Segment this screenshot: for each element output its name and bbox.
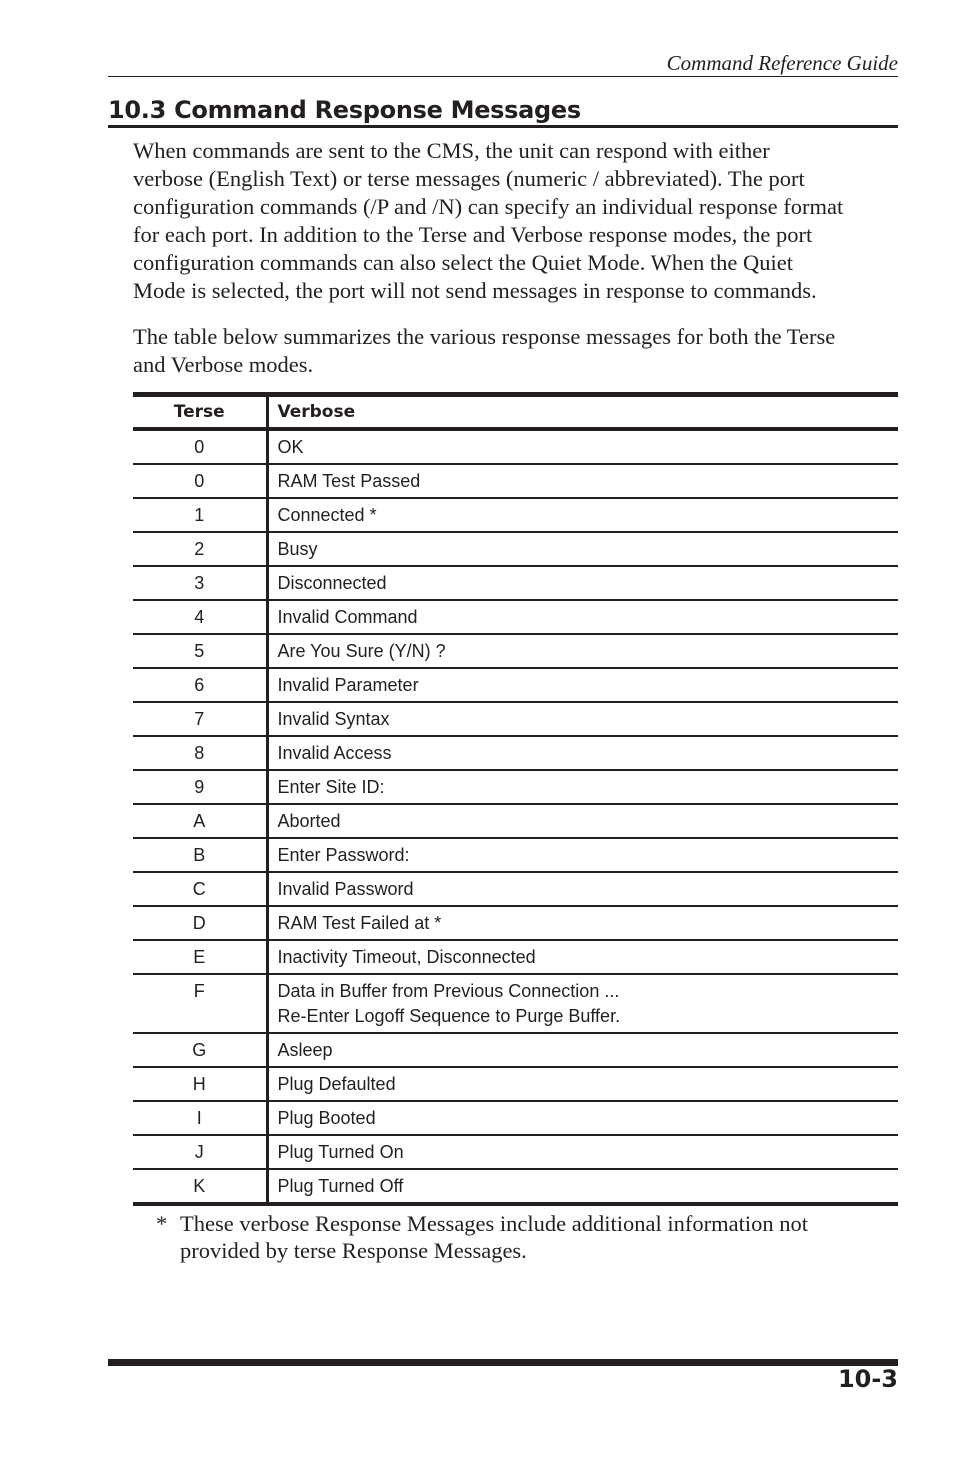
- terse-code-cell: 9: [133, 770, 267, 804]
- verbose-message-line: Busy: [277, 539, 318, 559]
- terse-code-cell: E: [133, 940, 267, 974]
- intro-paragraph-1: [133, 137, 898, 305]
- terse-code-cell: 2: [133, 532, 267, 566]
- terse-code-cell: 0: [133, 464, 267, 498]
- table-row: [133, 736, 898, 770]
- table-row: [133, 1101, 898, 1135]
- verbose-message-cell: [267, 600, 898, 634]
- footnote-line: These verbose Response Messages include additional information not: [180, 1211, 808, 1236]
- intro-line: configuration commands can also select the Quiet Mode. When the Quiet: [133, 250, 794, 275]
- running-header-title: Command Reference Guide: [666, 51, 898, 75]
- verbose-message-line: Data in Buffer from Previous Connection ...: [277, 981, 620, 1001]
- verbose-message-line: Enter Site ID:: [277, 777, 385, 797]
- verbose-message-cell: [267, 940, 898, 974]
- table-row: [133, 838, 898, 872]
- page-number: 10-3: [837, 1365, 898, 1393]
- verbose-message-cell: [267, 498, 898, 532]
- verbose-message-line: Invalid Access: [277, 743, 392, 763]
- intro-line: for each port. In addition to the Terse and Verbose response modes, the port: [133, 222, 813, 247]
- table-row: [133, 566, 898, 600]
- terse-code-cell: A: [133, 804, 267, 838]
- terse-code-cell: G: [133, 1033, 267, 1067]
- verbose-message-line: Disconnected: [277, 573, 387, 593]
- table-row: [133, 532, 898, 566]
- table-row: [133, 600, 898, 634]
- table-row: [133, 1067, 898, 1101]
- verbose-message-cell: [267, 770, 898, 804]
- verbose-message-cell: [267, 668, 898, 702]
- verbose-message-line: Asleep: [277, 1040, 333, 1060]
- table-row: [133, 804, 898, 838]
- intro-line: configuration commands (/P and /N) can specify an individual response format: [133, 194, 844, 219]
- terse-code-cell: 5: [133, 634, 267, 668]
- terse-code-cell: F: [133, 974, 267, 1033]
- table-row: [133, 974, 898, 1033]
- verbose-message-cell: [267, 1135, 898, 1169]
- verbose-column-header: Verbose: [267, 397, 898, 429]
- table-row: [133, 770, 898, 804]
- table-row: [133, 940, 898, 974]
- verbose-message-cell: [267, 736, 898, 770]
- verbose-message-line: Invalid Parameter: [277, 675, 419, 695]
- verbose-message-cell: [267, 566, 898, 600]
- terse-code-cell: 0: [133, 429, 267, 464]
- terse-code-cell: 3: [133, 566, 267, 600]
- intro-line: verbose (English Text) or terse messages (numeric / abbreviated). The port: [133, 166, 805, 191]
- verbose-message-cell: [267, 702, 898, 736]
- terse-code-cell: B: [133, 838, 267, 872]
- terse-code-cell: 1: [133, 498, 267, 532]
- terse-code-cell: H: [133, 1067, 267, 1101]
- verbose-message-cell: [267, 1067, 898, 1101]
- terse-code-cell: I: [133, 1101, 267, 1135]
- section-title: 10.3 Command Response Messages: [108, 95, 898, 128]
- verbose-message-line: Plug Booted: [277, 1108, 376, 1128]
- verbose-message-cell: [267, 974, 898, 1033]
- response-messages-table: [133, 392, 898, 1206]
- table-row: [133, 1033, 898, 1067]
- verbose-message-line: Connected *: [277, 505, 377, 525]
- terse-column-header: Terse: [133, 397, 267, 429]
- verbose-message-cell: [267, 429, 898, 464]
- intro-line: The table below summarizes the various response messages for both the Terse: [133, 324, 836, 349]
- footer-rule: [108, 1359, 898, 1366]
- verbose-message-cell: [267, 804, 898, 838]
- verbose-message-line: Invalid Password: [277, 879, 414, 899]
- intro-paragraph-2: [133, 323, 898, 379]
- verbose-message-cell: [267, 906, 898, 940]
- verbose-message-cell: [267, 634, 898, 668]
- terse-code-cell: D: [133, 906, 267, 940]
- intro-line: When commands are sent to the CMS, the unit can respond with either: [133, 138, 770, 163]
- table-row: [133, 1169, 898, 1202]
- verbose-message-cell: [267, 872, 898, 906]
- verbose-message-cell: [267, 1033, 898, 1067]
- footnote-mark: *: [156, 1211, 168, 1236]
- terse-code-cell: K: [133, 1169, 267, 1202]
- table-row: [133, 702, 898, 736]
- verbose-message-cell: [267, 838, 898, 872]
- table-body: [133, 429, 898, 1202]
- verbose-message-line: Invalid Command: [277, 607, 418, 627]
- table-row: [133, 464, 898, 498]
- terse-code-cell: 7: [133, 702, 267, 736]
- table-row: [133, 429, 898, 464]
- table-row: [133, 1135, 898, 1169]
- verbose-message-line: Re-Enter Logoff Sequence to Purge Buffer.: [277, 1006, 621, 1026]
- verbose-message-line: Plug Turned On: [277, 1142, 404, 1162]
- verbose-message-line: RAM Test Passed: [277, 471, 421, 491]
- verbose-message-line: Enter Password:: [277, 845, 410, 865]
- terse-code-cell: C: [133, 872, 267, 906]
- verbose-message-line: RAM Test Failed at *: [277, 913, 442, 933]
- verbose-message-line: Are You Sure (Y/N) ?: [277, 641, 446, 661]
- verbose-message-line: Aborted: [277, 811, 341, 831]
- table-row: [133, 668, 898, 702]
- terse-code-cell: 6: [133, 668, 267, 702]
- table-row: [133, 498, 898, 532]
- verbose-message-cell: [267, 1169, 898, 1202]
- table-row: [133, 872, 898, 906]
- intro-line: Mode is selected, the port will not send messages in response to commands.: [133, 278, 817, 303]
- table-row: [133, 906, 898, 940]
- verbose-message-cell: [267, 532, 898, 566]
- verbose-message-line: Invalid Syntax: [277, 709, 390, 729]
- verbose-message-cell: [267, 464, 898, 498]
- verbose-message-line: Plug Defaulted: [277, 1074, 396, 1094]
- verbose-message-cell: [267, 1101, 898, 1135]
- verbose-message-line: Inactivity Timeout, Disconnected: [277, 947, 536, 967]
- terse-code-cell: 8: [133, 736, 267, 770]
- verbose-message-line: OK: [277, 437, 304, 457]
- terse-code-cell: J: [133, 1135, 267, 1169]
- intro-line: and Verbose modes.: [133, 352, 314, 377]
- footnote: [156, 1210, 896, 1264]
- table-header-row: [133, 397, 898, 429]
- footnote-line: provided by terse Response Messages.: [180, 1238, 527, 1263]
- running-header: [108, 50, 898, 77]
- table-row: [133, 634, 898, 668]
- terse-code-cell: 4: [133, 600, 267, 634]
- verbose-message-line: Plug Turned Off: [277, 1176, 404, 1196]
